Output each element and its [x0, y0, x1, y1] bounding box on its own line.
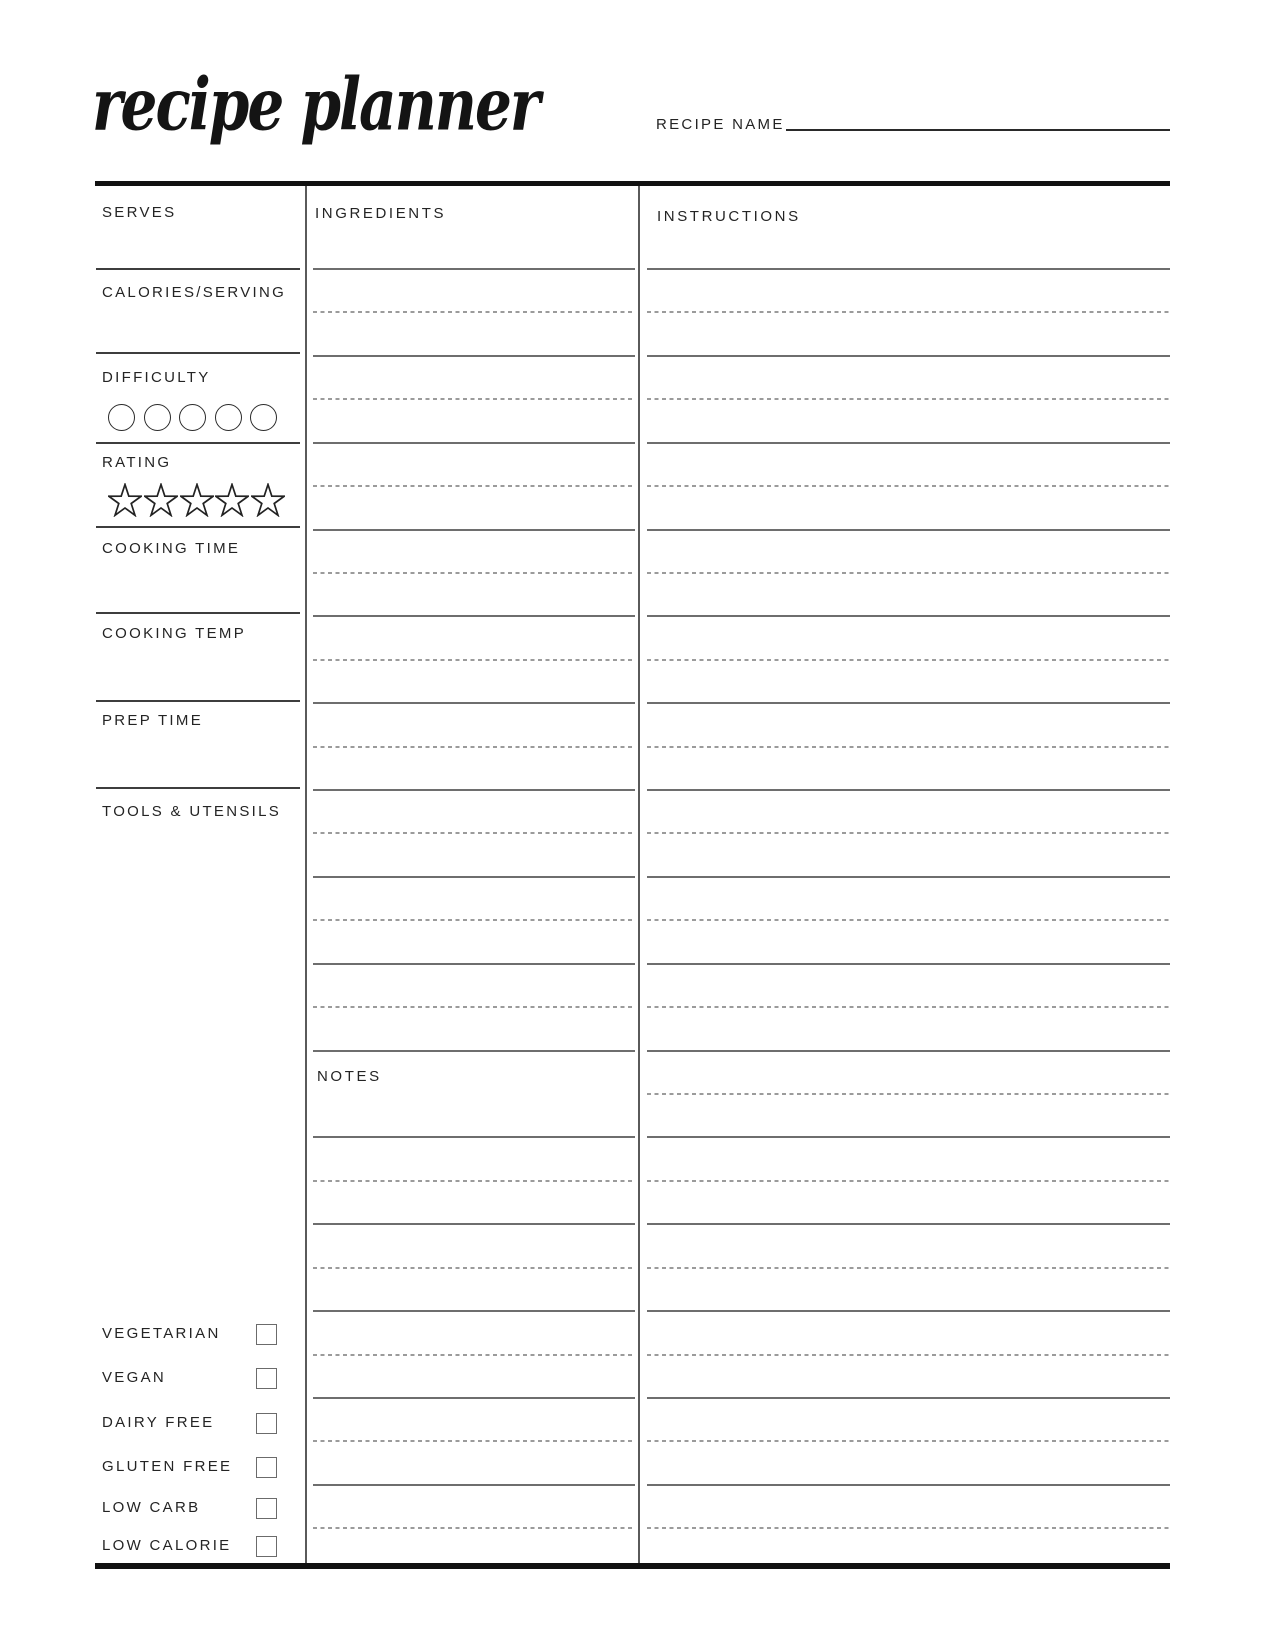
writing-line-dashed[interactable] [647, 1006, 1170, 1008]
low-calorie-checkbox[interactable] [256, 1536, 277, 1557]
writing-line-dashed[interactable] [647, 1440, 1170, 1442]
writing-line-dashed[interactable] [647, 1267, 1170, 1269]
gluten-free-checkbox[interactable] [256, 1457, 277, 1478]
writing-line-solid[interactable] [647, 1136, 1170, 1138]
writing-line-dashed[interactable] [313, 311, 635, 313]
ingredients-instructions-divider [638, 186, 640, 1563]
writing-line-dashed[interactable] [313, 832, 635, 834]
difficulty-circle[interactable] [144, 404, 171, 431]
writing-line-solid[interactable] [647, 268, 1170, 270]
writing-line-solid[interactable] [647, 1310, 1170, 1312]
writing-line-solid[interactable] [647, 1397, 1170, 1399]
writing-line-solid[interactable] [313, 1050, 635, 1052]
writing-line-dashed[interactable] [647, 919, 1170, 921]
writing-line-solid[interactable] [313, 1310, 635, 1312]
writing-line-dashed[interactable] [647, 1527, 1170, 1529]
writing-line-solid[interactable] [647, 789, 1170, 791]
writing-line-solid[interactable] [313, 529, 635, 531]
writing-line-dashed[interactable] [313, 1527, 635, 1529]
writing-line-solid[interactable] [313, 963, 635, 965]
writing-line-dashed[interactable] [647, 746, 1170, 748]
writing-line-dashed[interactable] [313, 1440, 635, 1442]
writing-line-dashed[interactable] [647, 1180, 1170, 1182]
writing-line-solid[interactable] [313, 1397, 635, 1399]
writing-line-dashed[interactable] [313, 1354, 635, 1356]
writing-line-dashed[interactable] [313, 746, 635, 748]
sidebar-rule [96, 612, 300, 614]
tools-utensils-label: TOOLS & UTENSILS [102, 803, 282, 820]
writing-line-dashed[interactable] [313, 485, 635, 487]
writing-line-solid[interactable] [313, 702, 635, 704]
sidebar-column-divider [305, 186, 307, 1563]
top-border-line [95, 181, 1170, 186]
prep-time-label: PREP TIME [102, 712, 204, 729]
recipe-name-input-line[interactable] [786, 129, 1170, 131]
difficulty-circle[interactable] [179, 404, 206, 431]
cooking-temp-label: COOKING TEMP [102, 625, 247, 642]
vegan-checkbox[interactable] [256, 1368, 277, 1389]
rating-label: RATING [102, 454, 172, 471]
writing-line-dashed[interactable] [313, 1006, 635, 1008]
vegan-label: VEGAN [102, 1369, 167, 1386]
writing-line-dashed[interactable] [647, 572, 1170, 574]
low-calorie-label: LOW CALORIE [102, 1537, 232, 1554]
writing-line-solid[interactable] [313, 268, 635, 270]
bottom-border-line [95, 1563, 1170, 1569]
writing-line-dashed[interactable] [647, 398, 1170, 400]
rating-star-icon[interactable] [144, 483, 178, 522]
writing-line-solid[interactable] [647, 1223, 1170, 1225]
sidebar-rule [96, 442, 300, 444]
writing-line-solid[interactable] [647, 615, 1170, 617]
difficulty-label: DIFFICULTY [102, 369, 211, 386]
writing-line-solid[interactable] [313, 1136, 635, 1138]
serves-label: SERVES [102, 204, 177, 221]
writing-line-dashed[interactable] [647, 832, 1170, 834]
difficulty-circle[interactable] [250, 404, 277, 431]
writing-line-dashed[interactable] [313, 659, 635, 661]
sidebar-rule [96, 526, 300, 528]
writing-line-solid[interactable] [313, 615, 635, 617]
writing-line-dashed[interactable] [313, 572, 635, 574]
low-carb-label: LOW CARB [102, 1499, 201, 1516]
writing-line-solid[interactable] [313, 1223, 635, 1225]
rating-star-icon[interactable] [108, 483, 142, 522]
writing-line-solid[interactable] [647, 702, 1170, 704]
writing-line-solid[interactable] [313, 876, 635, 878]
cooking-time-label: COOKING TIME [102, 540, 241, 557]
vegetarian-label: VEGETARIAN [102, 1325, 221, 1342]
rating-star-icon[interactable] [180, 483, 214, 522]
rating-stars [108, 483, 285, 522]
writing-line-dashed[interactable] [647, 485, 1170, 487]
writing-line-dashed[interactable] [313, 1180, 635, 1182]
writing-line-dashed[interactable] [313, 398, 635, 400]
low-carb-checkbox[interactable] [256, 1498, 277, 1519]
writing-line-solid[interactable] [647, 963, 1170, 965]
writing-line-dashed[interactable] [647, 1354, 1170, 1356]
writing-line-dashed[interactable] [647, 311, 1170, 313]
calories-per-serving-label: CALORIES/SERVING [102, 284, 287, 301]
difficulty-rating-circles [108, 404, 277, 431]
ingredients-header: INGREDIENTS [315, 205, 447, 222]
dairy-free-checkbox[interactable] [256, 1413, 277, 1434]
recipe-name-label: RECIPE NAME [656, 116, 785, 133]
difficulty-circle[interactable] [215, 404, 242, 431]
notes-header: NOTES [317, 1068, 382, 1085]
sidebar-rule [96, 787, 300, 789]
writing-line-solid[interactable] [647, 442, 1170, 444]
page-title: recipe planner [92, 62, 539, 147]
writing-line-solid[interactable] [313, 355, 635, 357]
writing-line-dashed[interactable] [647, 1093, 1170, 1095]
sidebar-rule [96, 268, 300, 270]
sidebar-rule [96, 352, 300, 354]
instructions-header: INSTRUCTIONS [657, 208, 801, 225]
writing-line-dashed[interactable] [313, 1267, 635, 1269]
writing-line-solid[interactable] [313, 1484, 635, 1486]
sidebar-rule [96, 700, 300, 702]
difficulty-circle[interactable] [108, 404, 135, 431]
dairy-free-label: DAIRY FREE [102, 1414, 215, 1431]
vegetarian-checkbox[interactable] [256, 1324, 277, 1345]
writing-line-dashed[interactable] [313, 919, 635, 921]
writing-line-dashed[interactable] [647, 659, 1170, 661]
writing-line-solid[interactable] [647, 355, 1170, 357]
writing-line-solid[interactable] [647, 1484, 1170, 1486]
writing-line-solid[interactable] [647, 876, 1170, 878]
writing-line-solid[interactable] [313, 789, 635, 791]
writing-line-solid[interactable] [647, 529, 1170, 531]
rating-star-icon[interactable] [251, 483, 285, 522]
gluten-free-label: GLUTEN FREE [102, 1458, 233, 1475]
writing-line-solid[interactable] [647, 1050, 1170, 1052]
writing-line-solid[interactable] [313, 442, 635, 444]
rating-star-icon[interactable] [215, 483, 249, 522]
